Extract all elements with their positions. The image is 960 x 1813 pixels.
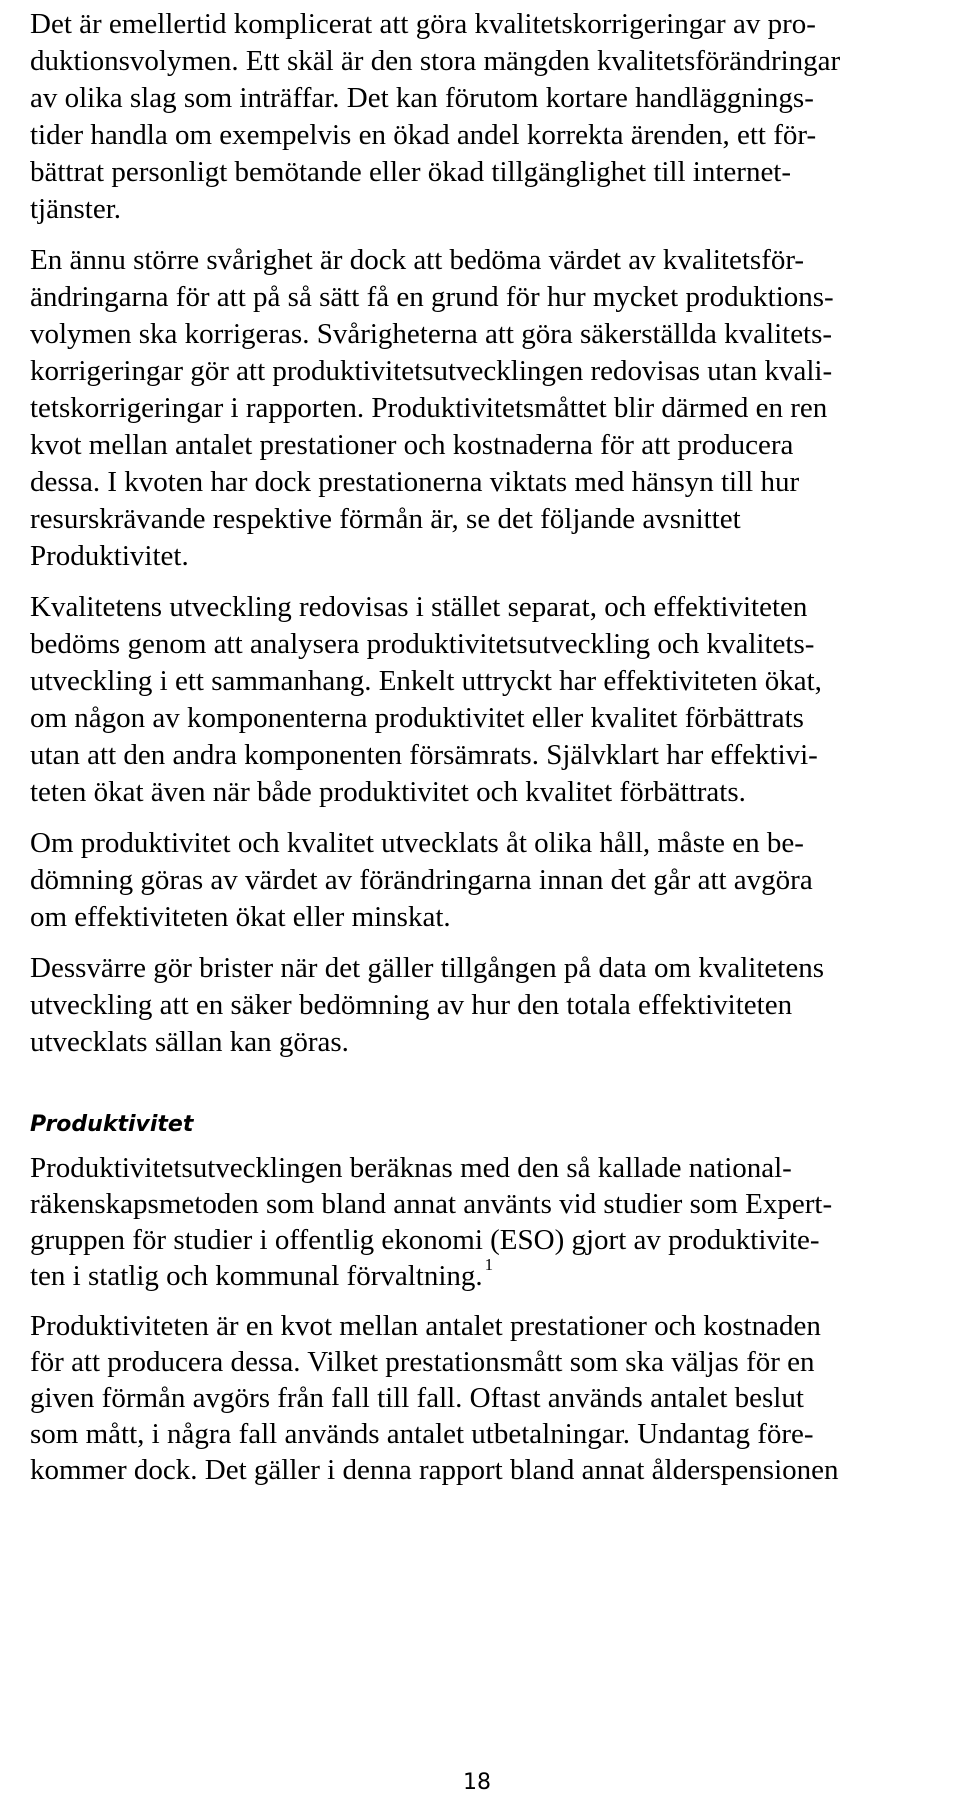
paragraph xyxy=(30,950,950,1061)
text-line: dessa. I kvoten har dock prestationerna viktats med hänsyn till hur xyxy=(30,466,800,498)
section-heading: Produktivitet xyxy=(30,1112,194,1137)
paragraph xyxy=(30,1150,950,1294)
text-line: teten ökat även när både produktivitet och kvalitet förbättrats. xyxy=(30,776,746,808)
text-line: ändringarna för att på så sätt få en grund för hur mycket produktions- xyxy=(30,281,834,313)
body-text xyxy=(30,6,950,1502)
text-line: Produktivitet. xyxy=(30,540,189,572)
text-line: korrigeringar gör att produktivitetsutvecklingen redovisas utan kvali- xyxy=(30,355,833,387)
paragraph xyxy=(30,1308,950,1488)
text-line: Dessvärre gör brister när det gäller tillgången på data om kvalitetens xyxy=(30,952,824,984)
text-line: En ännu större svårighet är dock att bedöma värdet av kvalitetsför- xyxy=(30,244,805,276)
text-line: resurskrävande respektive förmån är, se det följande avsnittet xyxy=(30,503,741,535)
text-line: som mått, i några fall används antalet utbetalningar. Undantag före- xyxy=(30,1418,814,1450)
text-line: bedöms genom att analysera produktivitetsutveckling och kvalitets- xyxy=(30,628,815,660)
text-line: utan att den andra komponenten försämrats. Självklart har effektivi- xyxy=(30,739,818,771)
text-line: gruppen för studier i offentlig ekonomi (ESO) gjort av produktivite- xyxy=(30,1224,820,1256)
text-line: tjänster. xyxy=(30,193,122,225)
text-line: för att producera dessa. Vilket prestationsmått som ska väljas för en xyxy=(30,1346,815,1378)
text-line: utveckling i ett sammanhang. Enkelt uttryckt har effektiviteten ökat, xyxy=(30,665,822,697)
paragraph xyxy=(30,242,950,575)
text-line: om effektiviteten ökat eller minskat. xyxy=(30,901,451,933)
paragraph xyxy=(30,6,950,228)
text-line: kommer dock. Det gäller i denna rapport bland annat ålderspensionen xyxy=(30,1454,839,1486)
footnote-reference[interactable]: 1 xyxy=(484,1255,494,1275)
text-line: tider handla om exempelvis en ökad andel korrekta ärenden, ett för- xyxy=(30,119,817,151)
text-line: utvecklats sällan kan göras. xyxy=(30,1026,349,1058)
text-line: om någon av komponenterna produktivitet eller kvalitet förbättrats xyxy=(30,702,804,734)
text-line xyxy=(30,1255,950,1294)
text-line: räkenskapsmetoden som bland annat använts vid studier som Expert- xyxy=(30,1188,833,1220)
text-line: utveckling att en säker bedömning av hur den totala effektiviteten xyxy=(30,989,793,1021)
text-line: bättrat personligt bemötande eller ökad tillgänglighet till internet- xyxy=(30,156,792,188)
text-line: kvot mellan antalet prestationer och kostnaderna för att producera xyxy=(30,429,794,461)
text-line: av olika slag som inträffar. Det kan förutom kortare handläggnings- xyxy=(30,82,814,114)
text-line-content: ten i statlig och kommunal förvaltning. xyxy=(30,1260,483,1292)
text-line: volymen ska korrigeras. Svårigheterna att göra säkerställda kvalitets- xyxy=(30,318,833,350)
paragraph xyxy=(30,825,950,936)
text-line: duktionsvolymen. Ett skäl är den stora mängden kvalitetsförändringar xyxy=(30,45,841,77)
text-line: Kvalitetens utveckling redovisas i stället separat, och effektiviteten xyxy=(30,591,808,623)
text-line: Om produktivitet och kvalitet utvecklats åt olika håll, måste en be- xyxy=(30,827,804,859)
text-line: given förmån avgörs från fall till fall. Oftast används antalet beslut xyxy=(30,1382,804,1414)
paragraph xyxy=(30,589,950,811)
page-number xyxy=(0,1770,960,1795)
text-line: Det är emellertid komplicerat att göra kvalitetskorrigeringar av pro- xyxy=(30,8,816,40)
text-line: Produktiviteten är en kvot mellan antalet prestationer och kostnaden xyxy=(30,1310,821,1342)
page-number-text: 18 xyxy=(463,1770,491,1795)
text-line: Produktivitetsutvecklingen beräknas med den så kallade national- xyxy=(30,1152,792,1184)
text-line: dömning göras av värdet av förändringarna innan det går att avgöra xyxy=(30,864,813,896)
text-line: tetskorrigeringar i rapporten. Produktivitetsmåttet blir därmed en ren xyxy=(30,392,828,424)
